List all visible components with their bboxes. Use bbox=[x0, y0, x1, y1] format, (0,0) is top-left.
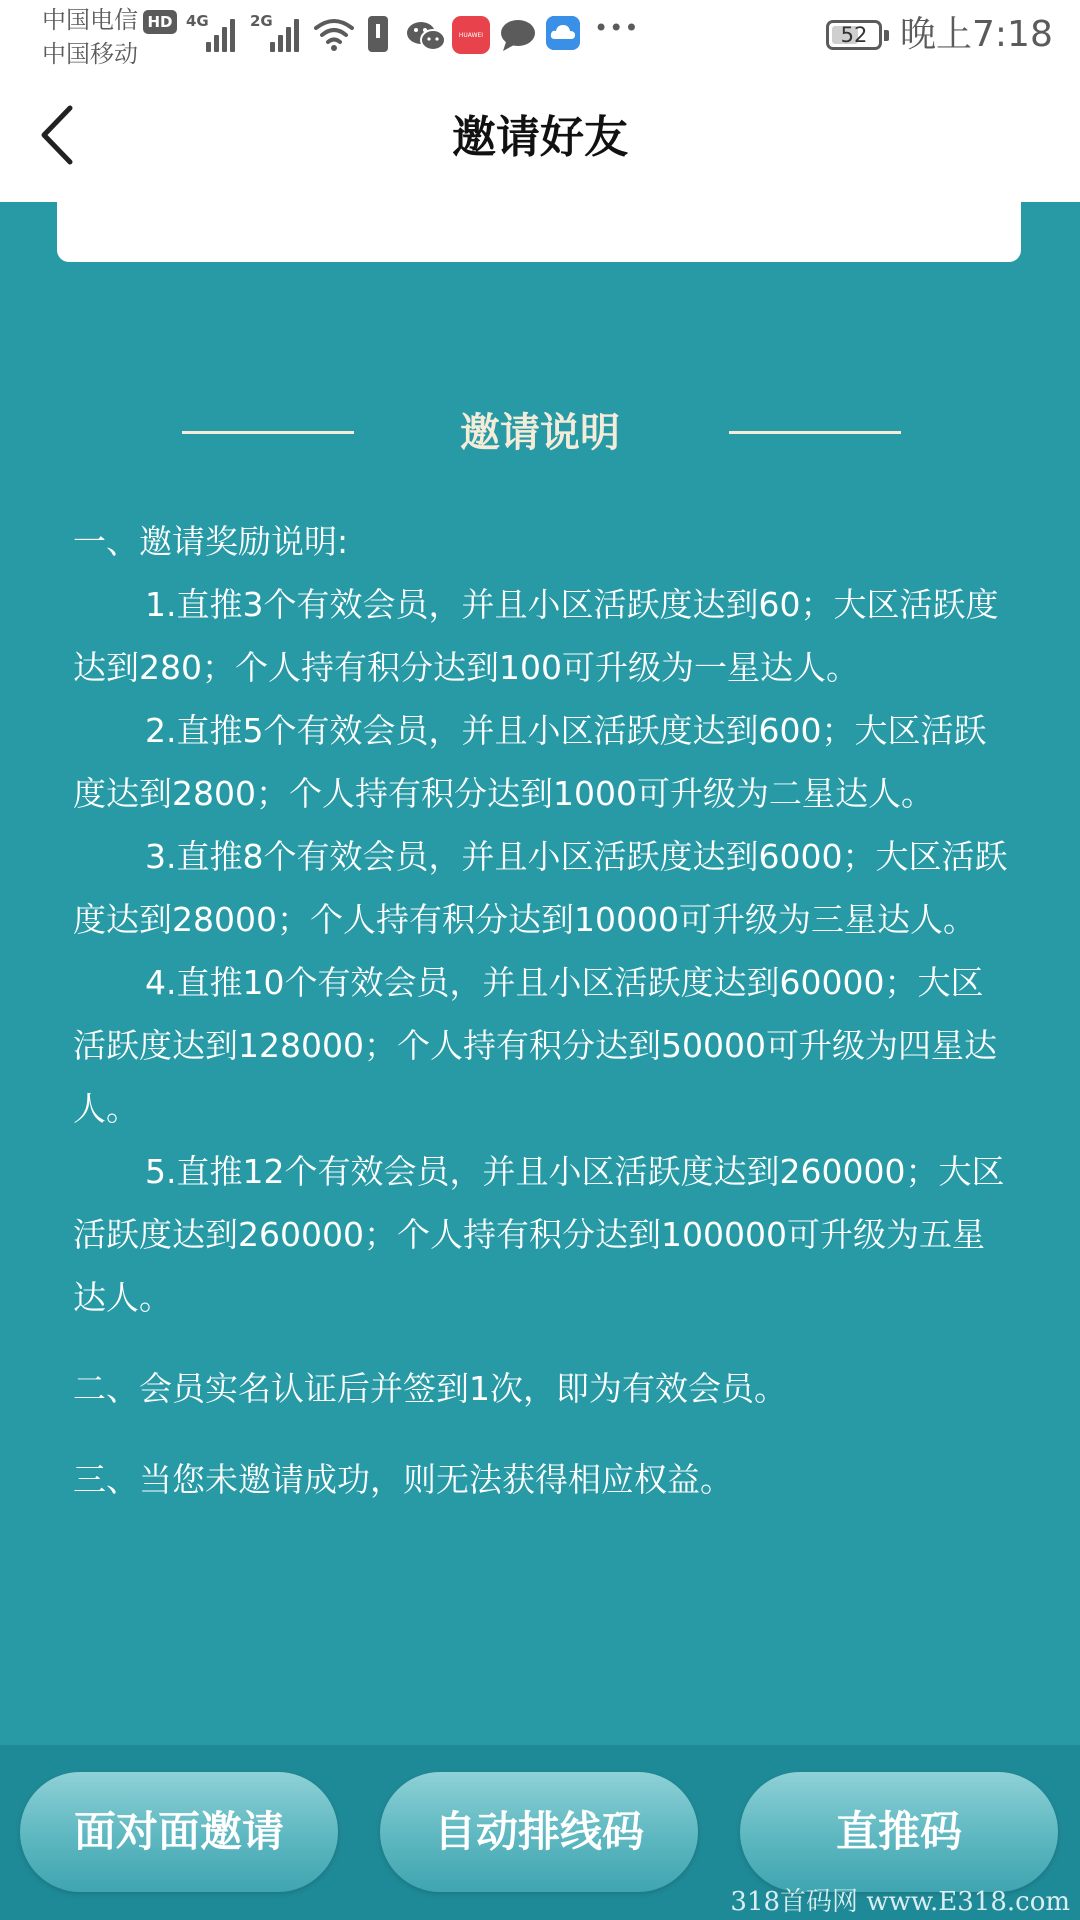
signal-icon bbox=[206, 16, 240, 52]
section-heading bbox=[0, 405, 1080, 465]
face-to-face-invite-button[interactable]: 面对面邀请 bbox=[20, 1772, 338, 1892]
rules-part-3: 三、当您未邀请成功，则无法获得相应权益。 bbox=[73, 1460, 733, 1499]
rules-part-1-title: 一、邀请奖励说明: bbox=[73, 522, 349, 561]
wechat-icon bbox=[406, 20, 446, 52]
rule-item: 3.直推8个有效会员，并且小区活跃度达到6000；大区活跃度达到28000；个人持有积分达到10000可升级为三星达人。 bbox=[73, 837, 1008, 939]
more-icon: ••• bbox=[594, 14, 640, 42]
rules-part-2: 二、会员实名认证后并签到1次，即为有效会员。 bbox=[73, 1369, 787, 1408]
network-type-label-2: 2G bbox=[250, 12, 273, 30]
invite-rules bbox=[73, 510, 1013, 1511]
status-bar bbox=[0, 0, 1080, 78]
battery-icon bbox=[826, 20, 882, 50]
network-type-label-1: 4G bbox=[186, 12, 209, 30]
invite-card bbox=[57, 202, 1021, 262]
auto-code-button[interactable]: 自动排线码 bbox=[380, 1772, 698, 1892]
battery-level: 52 bbox=[840, 23, 868, 47]
signal-icon bbox=[270, 16, 304, 52]
hd-badge: HD bbox=[143, 10, 177, 34]
message-icon bbox=[500, 18, 536, 52]
rule-item: 5.直推12个有效会员，并且小区活跃度达到260000；大区活跃度达到260000；个人持有积分达到100000可升级为五星达人。 bbox=[73, 1152, 1005, 1317]
cloud-icon bbox=[546, 16, 580, 50]
page-title: 邀请好友 bbox=[452, 112, 628, 163]
watermark: 318首码网 www.E318.com bbox=[730, 1887, 1070, 1917]
status-clock: 晚上7:18 bbox=[900, 14, 1053, 55]
section-title: 邀请说明 bbox=[460, 410, 620, 456]
huawei-store-icon: HUAWEI bbox=[452, 16, 490, 54]
direct-code-button[interactable]: 直推码 bbox=[740, 1772, 1058, 1892]
nav-bar bbox=[0, 78, 1080, 202]
rule-item: 2.直推5个有效会员，并且小区活跃度达到600；大区活跃度达到2800；个人持有积分达到1000可升级为二星达人。 bbox=[73, 711, 987, 813]
rule-item: 4.直推10个有效会员，并且小区活跃度达到60000；大区活跃度达到128000；个人持有积分达到50000可升级为四星达人。 bbox=[73, 963, 997, 1128]
battery-saver-icon bbox=[368, 16, 388, 52]
rule-item: 1.直推3个有效会员，并且小区活跃度达到60；大区活跃度达到280；个人持有积分达到100可升级为一星达人。 bbox=[73, 585, 999, 687]
carrier-label-primary: 中国电信 bbox=[42, 6, 138, 34]
wifi-icon bbox=[314, 16, 354, 52]
heading-divider-right bbox=[729, 431, 901, 434]
carrier-label-secondary: 中国移动 bbox=[42, 40, 138, 68]
